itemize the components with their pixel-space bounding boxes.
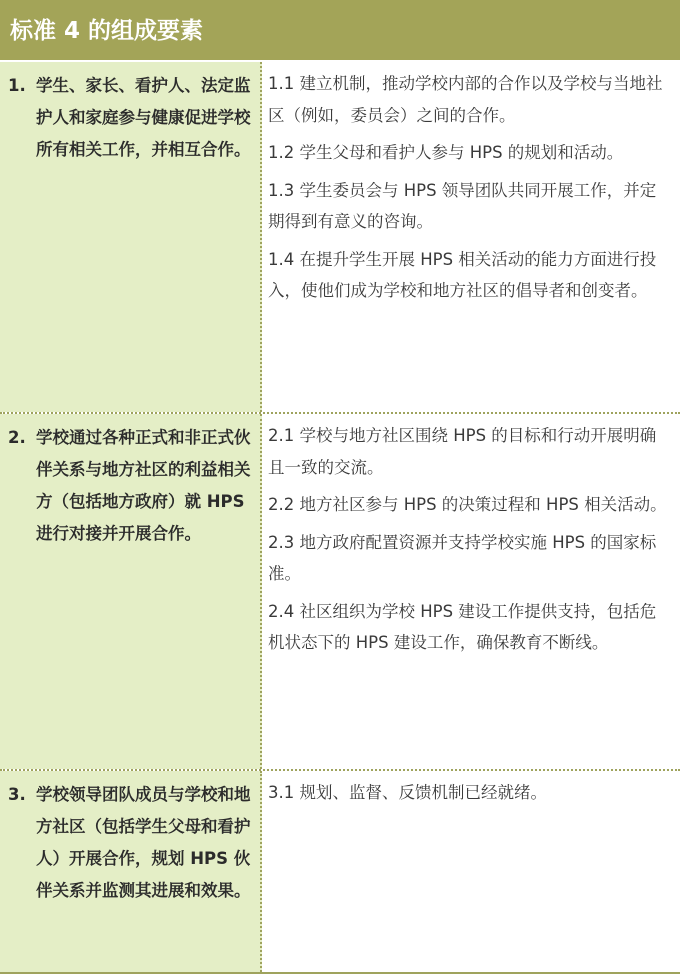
component-number: 3. [8, 785, 26, 804]
table-row [0, 771, 680, 974]
indicator-item: 2.3 地方政府配置资源并支持学校实施 HPS 的国家标准。 [268, 532, 657, 583]
indicator-item: 3.1 规划、监督、反馈机制已经就绪。 [268, 783, 547, 802]
component-cell [0, 414, 262, 769]
component-number: 1. [8, 76, 26, 95]
component-title: 学校领导团队成员与学校和地方社区（包括学生父母和看护人）开展合作，规划 HPS 伙伴关系并监测其进展和效果。 [36, 785, 251, 900]
table-row [0, 62, 680, 414]
table-header: 标准 4 的组成要素 [0, 0, 680, 62]
component-cell [0, 62, 262, 412]
indicator-item: 1.3 学生委员会与 HPS 领导团队共同开展工作，并定期得到有意义的咨询。 [268, 180, 657, 231]
component-cell [0, 771, 262, 972]
component-title: 学生、家长、看护人、法定监护人和家庭参与健康促进学校所有相关工作，并相互合作。 [36, 76, 251, 159]
indicator-item: 1.2 学生父母和看护人参与 HPS 的规划和活动。 [268, 143, 624, 162]
indicator-item: 2.4 社区组织为学校 HPS 建设工作提供支持，包括危机状态下的 HPS 建设工作，确保教育不断线。 [268, 601, 657, 652]
indicators-cell [262, 414, 680, 769]
indicators-cell [262, 771, 680, 972]
component-number: 2. [8, 428, 26, 447]
indicator-item: 2.1 学校与地方社区围绕 HPS 的目标和行动开展明确且一致的交流。 [268, 426, 657, 477]
table-row [0, 414, 680, 771]
indicator-item: 1.1 建立机制，推动学校内部的合作以及学校与当地社区（例如，委员会）之间的合作。 [268, 74, 663, 125]
component-title: 学校通过各种正式和非正式伙伴关系与地方社区的利益相关方（包括地方政府）就 HPS 进行对接并开展合作。 [36, 428, 251, 543]
indicator-item: 1.4 在提升学生开展 HPS 相关活动的能力方面进行投入，使他们成为学校和地方社区的倡导者和创变者。 [268, 249, 657, 300]
indicators-cell [262, 62, 680, 412]
indicator-item: 2.2 地方社区参与 HPS 的决策过程和 HPS 相关活动。 [268, 495, 667, 514]
